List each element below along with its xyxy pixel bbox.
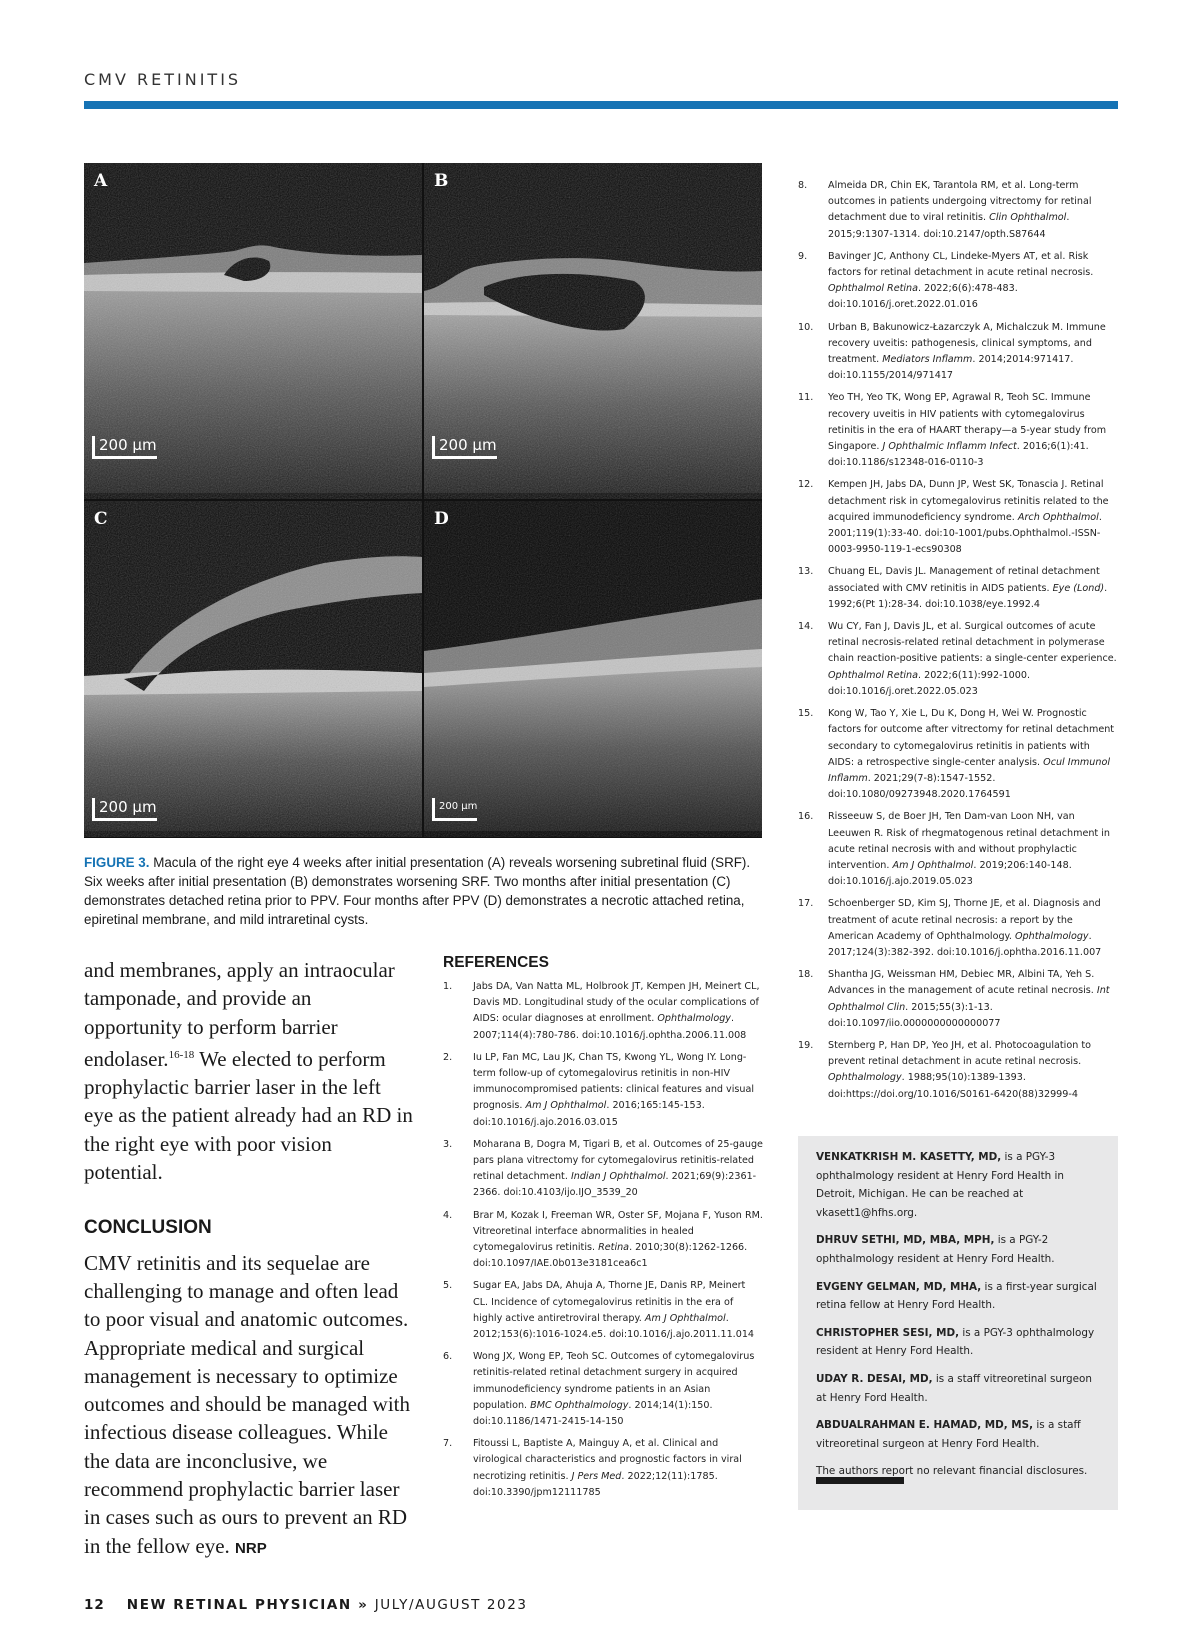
reference-authors-title: Yeo TH, Yeo TK, Wong EP, Agrawal R, Teoh SC. Immune recovery uveitis in HIV patients with cytomegalovirus retinitis in the era of HAART therapy—a 5-year study from Singapore. [828,392,1107,453]
issue-date: JULY/AUGUST 2023 [374,1597,528,1613]
caption-label: FIGURE 3. [84,855,150,870]
reference-citation: . 2016;6(1):41. doi:10.1186/s12348-016-0110-3 [828,441,1089,469]
reference-number: 7. [443,1438,453,1450]
reference-item [798,619,1118,700]
author-bio [816,1148,1100,1222]
header-rule [84,101,1118,109]
reference-journal: Ophthalmology [657,1013,731,1025]
references-heading: REFERENCES [443,954,549,971]
reference-journal: Ophthalmology [1014,930,1089,942]
reference-authors-title: Iu LP, Fan MC, Lau JK, Chan TS, Kwong YL, Wong IY. Long-term follow-up of cytomegalovirus retinitis in non-HIV immunocompromised patients: clinical features and visual prognosis. [473,1051,755,1112]
reference-authors-title: Bavinger JC, Anthony CL, Lindeke-Myers AT, et al. Risk factors for retinal detachment in acute retinal necrosis. [828,250,1094,279]
reference-journal: J Pers Med [571,1470,622,1482]
figure-panel-c [84,501,422,837]
author-bio [816,1416,1100,1453]
reference-authors-title: Fitoussi L, Baptiste A, Mainguy A, et al. Clinical and virological characteristics and prognostic factors in viral necrotizing retinitis. [473,1438,742,1482]
reference-item [798,706,1118,803]
scale-bar: 200 μm [432,436,497,459]
reference-number: 16. [798,811,814,823]
reference-item [798,320,1118,385]
reference-journal: Eye (Lond) [1052,582,1105,594]
author-description: is a staff vitreoretinal surgeon at Henry Ford Health. [816,1372,1092,1404]
author-name: UDAY R. DESAI, MD, [816,1372,933,1385]
figure-panel-b [424,163,762,499]
reference-number: 15. [798,708,814,720]
panel-letter: C [94,509,108,529]
caption-text: Macula of the right eye 4 weeks after initial presentation (A) reveals worsening subretinal fluid (SRF). Six weeks after initial presentation (B) demonstrates worsening SRF. Two months after initial presentation (C) demonstrates detached retina prior to PPV. Four months after PPV (D) demonstrates a necrotic attached retina, epiretinal membrane, and mild intraretinal cysts. [84,855,751,927]
reference-journal: J Ophthalmic Inflamm Infect [882,441,1017,453]
reference-number: 10. [798,321,814,333]
reference-journal: Ocul Immunol Inflamm [828,756,1110,784]
reference-journal: Arch Ophthalmol [1017,511,1099,523]
author-name: CHRISTOPHER SESI, MD, [816,1326,960,1339]
author-description: is a staff vitreoretinal surgeon at Henry Ford Health. [816,1419,1081,1450]
reference-item [443,1208,763,1273]
reference-authors-title: Brar M, Kozak I, Freeman WR, Oster SF, Mojana F, Yuson RM. Vitreoretinal interface abnormalities in healed cytomegalovirus retinitis. [473,1209,763,1254]
reference-citation: . 2022;6(11):992-1000. doi:10.1016/j.oret.2022.05.023 [828,669,1031,697]
reference-authors-title: Urban B, Bakunowicz-Łazarczyk A, Michalczuk M. Immune recovery uveitis: pathogenesis, clinical symptoms, and treatment. [828,321,1106,366]
panel-letter: A [94,171,108,191]
reference-citation: . 2010;30(8):1262-1266. doi:10.1097/IAE.0b013e3181cea6c1 [473,1242,748,1270]
reference-authors-title: Almeida DR, Chin EK, Tarantola RM, et al. Long-term outcomes in patients undergoing vitrectomy for retinal detachment due to viral retinitis. [828,180,1092,224]
reference-list-middle [443,979,763,1507]
reference-journal: Ophthalmol Retina [828,283,918,295]
reference-item [798,1038,1118,1103]
reference-authors-title: Chuang EL, Davis JL. Management of retinal detachment associated with CMV retinitis in AIDS patients. [828,566,1100,594]
author-bio [816,1370,1100,1407]
page-number: 12 [84,1597,105,1613]
author-name: EVGENY GELMAN, MD, MHA, [816,1280,982,1293]
reference-item [443,1349,763,1430]
author-description: is a PGY-2 ophthalmology resident at Henry Ford Health. [816,1234,1055,1265]
reference-item [443,1278,763,1343]
reference-number: 6. [443,1351,453,1363]
reference-citation: . 2021;29(7-8):1547-1552. doi:10.1080/09273948.2020.1764591 [828,772,1011,801]
reference-citation: . 1992;6(Pt 1):28-34. doi:10.1038/eye.1992.4 [828,582,1108,610]
reference-number: 19. [798,1039,814,1051]
reference-number: 5. [443,1280,453,1292]
scale-bar: 200 μm [92,798,157,821]
body-paragraph [84,956,414,1186]
page-footer [84,1597,528,1613]
panel-letter: D [434,509,449,529]
reference-citation: . 2021;69(9):2361-2366. doi:10.4103/ijo.IJO_3539_20 [473,1171,757,1199]
reference-number: 17. [798,898,814,910]
figure-panel-d [424,501,762,837]
disclosure-statement: The authors report no relevant financial disclosures. [816,1465,1088,1478]
reference-authors-title: Moharana B, Dogra M, Tigari B, et al. Outcomes of 25-gauge pars plana vitrectomy for cytomegalovirus retinitis-related retinal detachment. [473,1138,763,1183]
reference-citation: . 2015;9:1307-1314. doi:10.2147/opth.S87644 [828,212,1070,240]
panel-letter: B [434,171,449,191]
conclusion-text: CMV retinitis and its sequelae are challenging to manage and often lead to poor visual and anatomic outcomes. Appropriate medical and surgical management is necessary to optimize outcomes and should be managed with infectious disease colleagues. While the data are inconclusive, we recommend prophylactic barrier laser in cases such as ours to prevent an RD in the fellow eye. [84,1250,411,1558]
reference-journal: Am J Ophthalmol [525,1100,607,1112]
reference-number: 9. [798,250,808,262]
author-bio [816,1231,1100,1268]
oct-scan-d [424,501,762,837]
reference-journal: Am J Ophthalmol [644,1312,726,1324]
reference-number: 14. [798,621,814,633]
figure-panel-a [84,163,422,499]
reference-number: 13. [798,566,814,578]
reference-citation: . 2015;55(3):1-13. doi:10.1097/iio.0000000000000077 [828,1001,1001,1029]
reference-citation: . 2014;14(1):150. doi:10.1186/1471-2415-14-150 [473,1399,713,1428]
footer-separator: » [351,1597,375,1613]
reference-authors-title: Sugar EA, Jabs DA, Ahuja A, Thorne JE, Danis RP, Meinert CL. Incidence of cytomegalovirus retinitis in the era of highly active antiretroviral therapy. [473,1280,746,1324]
reference-number: 3. [443,1138,453,1150]
author-name: ABDUALRAHMAN E. HAMAD, MD, MS, [816,1419,1034,1432]
reference-number: 2. [443,1051,453,1063]
reference-authors-title: Sternberg P, Han DP, Yeo JH, et al. Photocoagulation to prevent retinal detachment in acute retinal necrosis. [828,1039,1091,1068]
reference-item [798,896,1118,961]
author-description: is a PGY-3 ophthalmology resident at Henry Ford Health in Detroit, Michigan. He can be reached at vkasett1@hfhs.org. [816,1151,1065,1219]
reference-number: 8. [798,180,808,191]
reference-journal: Mediators Inflamm [882,354,973,366]
reference-item [798,178,1118,243]
reference-item [798,564,1118,613]
author-bio-box [798,1136,1118,1510]
reference-authors-title: Kempen JH, Jabs DA, Dunn JP, West SK, Tonascia J. Retinal detachment risk in cytomegalovirus retinitis related to the acquired immunodeficiency syndrome. [828,479,1109,523]
reference-journal: Retina [598,1242,630,1254]
reference-citation: . 2012;153(6):1016-1024.e5. doi:10.1016/j.ajo.2011.11.014 [473,1312,755,1341]
author-bio [816,1324,1100,1361]
article-body [84,956,414,1563]
reference-citation: . 2019;206:140-148. doi:10.1016/j.ajo.2019.05.023 [828,859,1072,888]
conclusion-paragraph [84,1249,414,1563]
reference-item [798,967,1118,1032]
reference-journal: Ophthalmology [828,1072,902,1084]
reference-citation: . 2022;12(11):1785. doi:10.3390/jpm12111785 [473,1470,718,1498]
author-bio [816,1278,1100,1315]
reference-item [443,979,763,1044]
reference-journal: Ophthalmol Retina [828,669,918,681]
figure-caption [84,853,754,929]
scale-bar: 200 μm [432,798,477,821]
author-description: is a first-year surgical retina fellow at Henry Ford Health. [816,1280,1097,1312]
bio-end-bar [816,1477,904,1484]
conclusion-heading: CONCLUSION [84,1217,212,1239]
reference-authors-title: Shantha JG, Weissman HM, Debiec MR, Albini TA, Yeh S. Advances in the management of acute retinal necrosis. [828,969,1095,997]
reference-item [798,249,1118,314]
reference-item [798,809,1118,890]
oct-figure [84,163,762,838]
reference-authors-title: Wong JX, Wong EP, Teoh SC. Outcomes of cytomegalovirus retinitis-related retinal detachment surgery in acquired immunodeficiency syndrome patients in an Asian population. [473,1351,755,1411]
reference-item [443,1436,763,1501]
reference-number: 4. [443,1209,453,1221]
reference-journal: Clin Ophthalmol [989,212,1067,224]
reference-number: 11. [798,392,814,404]
reference-item [798,477,1118,558]
section-heading: CMV RETINITIS [84,70,242,89]
reference-number: 1. [443,981,453,992]
author-name: DHRUV SETHI, MD, MBA, MPH, [816,1234,995,1247]
reference-citation: . 2001;119(1):33-40. doi:10-1001/pubs.Ophthalmol.-ISSN-0003-9950-119-1-ecs90308 [828,511,1102,556]
reference-number: 18. [798,969,814,981]
reference-journal: Am J Ophthalmol [892,859,974,871]
reference-journal: BMC Ophthalmology [530,1399,629,1411]
reference-citation: . 1988;95(10):1389-1393. doi:https://doi.org/10.1016/S0161-6420(88)32999-4 [828,1072,1078,1100]
reference-number: 12. [798,479,814,491]
reference-item [443,1137,763,1202]
reference-authors-title: Wu CY, Fan J, Davis JL, et al. Surgical outcomes of acute retinal necrosis-related retinal detachment in polymerase chain reaction-positive patients: a single-center experience. [828,621,1117,665]
reference-citation: . 2016;165:145-153. doi:10.1016/j.ajo.2016.03.015 [473,1100,705,1128]
end-mark: NRP [235,1539,267,1557]
reference-journal: Indian J Ophthalmol [570,1171,666,1183]
author-bio-list [798,1136,1118,1481]
reference-authors-title: Kong W, Tao Y, Xie L, Du K, Dong H, Wei W. Prognostic factors for outcome after vitrectomy for retinal detachment secondary to cytomegalovirus retinitis in patients with AIDS: a retrospective single-center analysis. [828,708,1115,768]
author-description: is a PGY-3 ophthalmology resident at Henry Ford Health. [816,1326,1095,1358]
reference-authors-title: Schoenberger SD, Kim SJ, Thorne JE, et al. Diagnosis and treatment of acute retinal necrosis: a report by the American Academy of Ophthalmology. [828,898,1101,942]
reference-list-right [798,178,1118,1109]
oct-scan-c [84,501,422,837]
reference-journal: Int Ophthalmol Clin [828,985,1110,1013]
reference-authors-title: Risseeuw S, de Boer JH, Ten Dam-van Loon NH, van Leeuwen R. Risk of rhegmatogenous retinal detachment in acute retinal necrosis with and without prophylactic intervention. [828,811,1110,871]
reference-citation: . 2014;2014:971417. doi:10.1155/2014/971417 [828,354,1074,382]
reference-citation: . 2007;114(4):780-786. doi:10.1016/j.ophtha.2006.11.008 [473,1013,747,1041]
body-text-run: We elected to perform prophylactic barrier laser in the left eye as the patient already had an RD in the right eye with poor vision potential. [84,1046,413,1185]
reference-item [443,1050,763,1131]
publication-name: NEW RETINAL PHYSICIAN [126,1597,352,1613]
reference-citation: . 2022;6(6):478-483. doi:10.1016/j.oret.2022.01.016 [828,283,1018,311]
reference-authors-title: Jabs DA, Van Natta ML, Holbrook JT, Kempen JH, Meinert CL, Davis MD. Longitudinal study of the ocular complications of AIDS: ocular diagnoses at enrollment. [473,981,760,1025]
reference-item [798,390,1118,471]
reference-citation: . 2017;124(3):382-392. doi:10.1016/j.ophtha.2016.11.007 [828,930,1102,958]
citation-superscript: 16-18 [168,1048,195,1061]
author-name: VENKATKRISH M. KASETTY, MD, [816,1151,1002,1163]
scale-bar: 200 μm [92,436,157,459]
body-text-run: and membranes, apply an intraocular tamponade, and provide an opportunity to perform barrier endolaser. [84,958,395,1071]
